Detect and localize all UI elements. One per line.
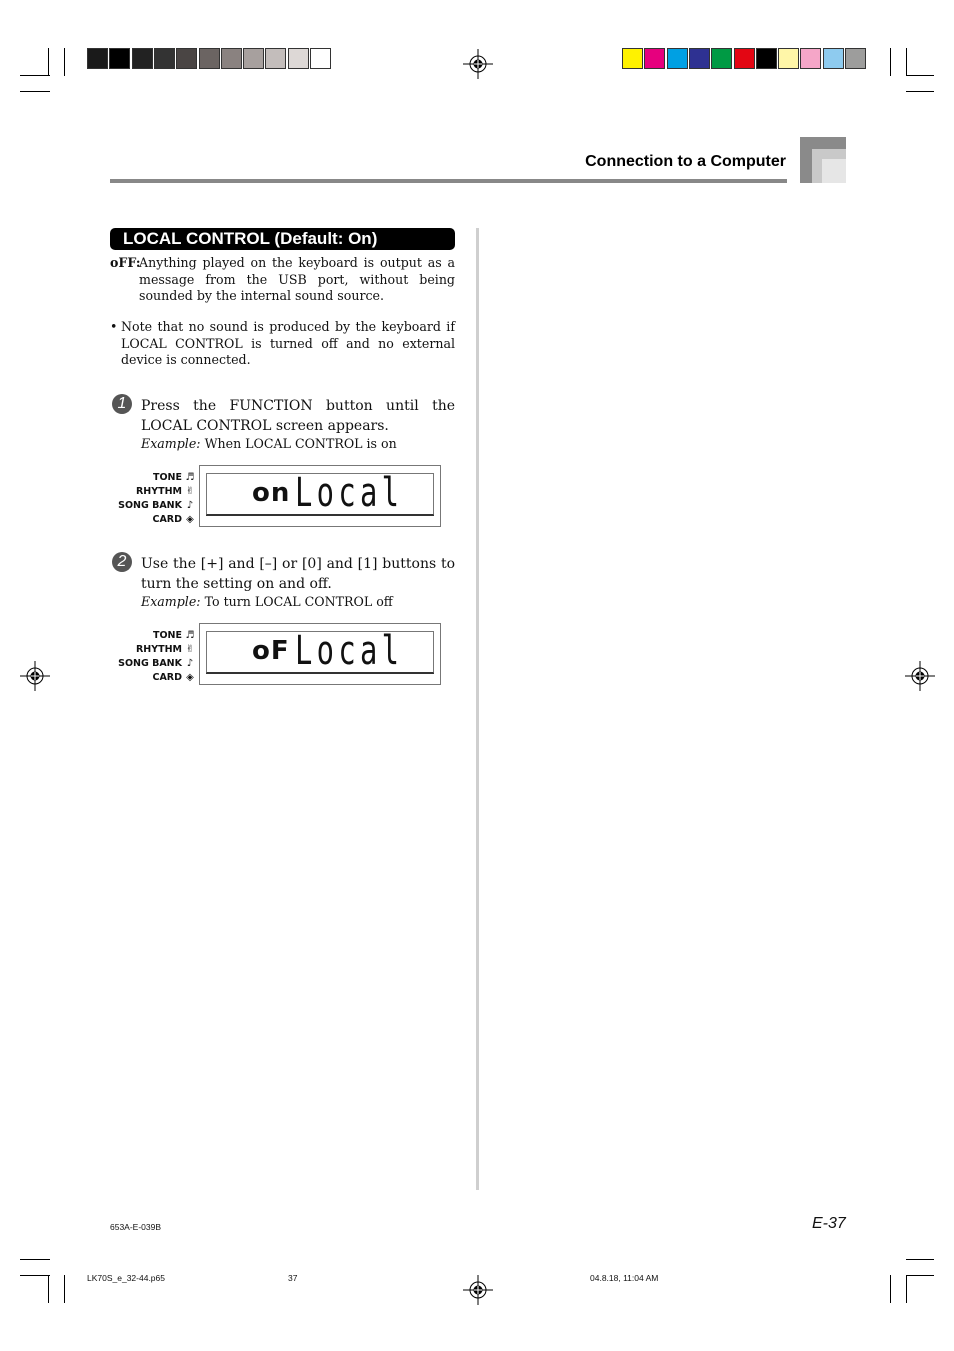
- color-swatch: [734, 48, 755, 69]
- color-swatch: [778, 48, 799, 69]
- step-2-text: Use the [+] and [–] or [0] and [1] buttons to turn the setting on and off.: [141, 556, 455, 592]
- color-swatch: [622, 48, 643, 69]
- lcd-value: on: [252, 478, 291, 508]
- example-label: Example:: [141, 594, 201, 609]
- gray-swatch: [265, 48, 286, 69]
- rhythm-icon: ✌: [185, 486, 195, 497]
- color-swatch: [823, 48, 844, 69]
- lcd-label-tone: TONE ♬: [153, 630, 195, 641]
- color-swatch: [800, 48, 821, 69]
- file-page-number: 37: [288, 1273, 298, 1283]
- gray-swatch: [288, 48, 309, 69]
- page-number: E-37: [812, 1215, 846, 1232]
- gray-swatch: [199, 48, 220, 69]
- crop-mark: [20, 1275, 50, 1276]
- gray-swatch: [221, 48, 242, 69]
- section-heading: [110, 228, 455, 250]
- crop-mark: [906, 91, 934, 92]
- timestamp: 04.8.18, 11:04 AM: [590, 1273, 659, 1283]
- lcd-display: [199, 623, 441, 685]
- crop-mark: [906, 75, 934, 76]
- lcd-label-card: CARD ◈: [118, 671, 196, 685]
- color-swatch: [845, 48, 866, 69]
- registration-mark-icon: [20, 661, 50, 691]
- lcd-label-rhythm: RHYTHM ✌: [135, 486, 195, 497]
- card-icon: ◈: [186, 514, 194, 525]
- lcd-value: oF: [252, 636, 290, 666]
- lcd-label-song-bank: SONG BANK ♪: [118, 657, 196, 671]
- section-title: LOCAL CONTROL (Default: On): [123, 229, 378, 248]
- crop-mark: [890, 48, 891, 76]
- step-1-example: [141, 436, 397, 451]
- crop-mark: [20, 1259, 50, 1260]
- gray-swatch: [154, 48, 175, 69]
- page-header-title: Connection to a Computer: [585, 153, 786, 170]
- step-number-2: 2: [112, 552, 132, 572]
- color-swatch: [689, 48, 710, 69]
- crop-mark: [906, 1259, 934, 1260]
- note-bullet: •: [110, 319, 118, 334]
- chapter-tab-highlight: [822, 159, 846, 183]
- registration-mark-icon: [905, 661, 935, 691]
- crop-mark: [906, 1275, 907, 1303]
- color-swatch: [644, 48, 665, 69]
- header-rule: [110, 179, 787, 183]
- column-divider: [476, 228, 479, 1190]
- lcd-label-rhythm: RHYTHM ✌: [135, 644, 195, 655]
- lcd-mode-labels: [118, 471, 196, 527]
- lcd-label-tone: TONE ♬: [153, 472, 195, 483]
- color-swatch: [667, 48, 688, 69]
- crop-mark: [906, 48, 907, 76]
- color-swatch: [756, 48, 777, 69]
- registration-mark-icon: [463, 49, 493, 79]
- lcd-label-card: CARD ◈: [118, 513, 196, 527]
- lcd-text: Local: [295, 628, 404, 674]
- rhythm-icon: ✌: [185, 644, 195, 655]
- step-1-text: Press the FUNCTION button until the LOCAL CONTROL screen appears.: [141, 398, 455, 434]
- gray-swatch: [87, 48, 108, 69]
- crop-mark: [890, 1275, 891, 1303]
- song-bank-icon: ♪: [186, 500, 194, 511]
- card-icon: ◈: [186, 672, 194, 683]
- gray-swatch: [176, 48, 197, 69]
- crop-mark: [48, 48, 49, 76]
- song-bank-icon: ♪: [186, 658, 194, 669]
- crop-mark: [20, 75, 50, 76]
- crop-mark: [48, 1275, 49, 1303]
- crop-mark: [64, 1275, 65, 1303]
- file-name: LK70S_e_32-44.p65: [87, 1273, 165, 1283]
- example-text: To turn LOCAL CONTROL off: [204, 594, 393, 609]
- gray-swatch: [243, 48, 264, 69]
- registration-mark-icon: [463, 1275, 493, 1305]
- gray-swatch: [109, 48, 130, 69]
- color-swatch: [711, 48, 732, 69]
- lcd-label-song-bank: SONG BANK ♪: [118, 499, 196, 513]
- gray-swatch: [132, 48, 153, 69]
- example-label: Example:: [141, 436, 201, 451]
- off-description: Anything played on the keyboard is output as a message from the USB port, without being sounded by the internal sound source.: [139, 255, 455, 303]
- lcd-text: Local: [295, 470, 404, 516]
- document-code: 653A-E-039B: [110, 1222, 162, 1232]
- crop-mark: [64, 48, 65, 76]
- off-term: oFF:: [110, 255, 141, 270]
- gray-swatch: [310, 48, 331, 69]
- crop-mark: [20, 91, 50, 92]
- tone-icon: ♬: [185, 630, 195, 641]
- lcd-display: [199, 465, 441, 527]
- step-2-example: [141, 594, 393, 609]
- crop-mark: [906, 1275, 934, 1276]
- tone-icon: ♬: [185, 472, 195, 483]
- example-text: When LOCAL CONTROL is on: [204, 436, 397, 451]
- step-number-1: 1: [112, 394, 132, 414]
- lcd-mode-labels: [118, 629, 196, 685]
- note-text: Note that no sound is produced by the keyboard if LOCAL CONTROL is turned off and no external device is connected.: [121, 319, 455, 367]
